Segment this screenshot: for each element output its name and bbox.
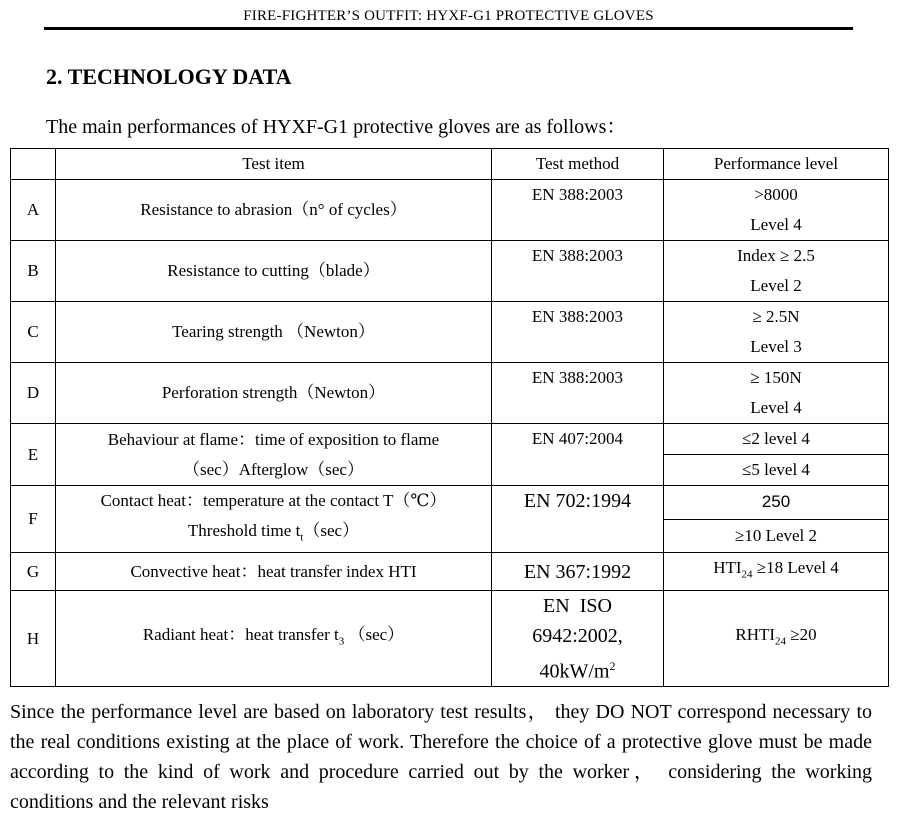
- performance-table: [10, 148, 889, 687]
- level-prefix: RHTI: [735, 625, 776, 645]
- header-rule: [44, 27, 853, 30]
- table-row: [11, 486, 889, 520]
- row-test-method: [492, 590, 664, 687]
- test-item-line-1: Contact heat：temperature at the contact T（℃）: [100, 491, 447, 510]
- subscript: 3: [338, 635, 345, 648]
- table-row: [11, 363, 889, 424]
- section-heading: 2. TECHNOLOGY DATA: [46, 64, 292, 89]
- level-value: >8000: [754, 185, 798, 204]
- level-grade: Level 2: [750, 276, 802, 295]
- row-performance-level: [664, 302, 889, 363]
- level-value: Index ≥ 2.5: [737, 246, 815, 265]
- row-performance-level: [664, 553, 889, 590]
- column-header-code: [11, 149, 56, 180]
- footer-note: Since the performance level are based on laboratory test results， they DO NOT correspond necessary to the real conditions existing at the place of work. Therefore the choice of a protective glove must be made according to the kind of work and procedure carried out by the worker， considering the working conditions and the relevant risks: [10, 701, 872, 813]
- row-performance-level-2: ≤5 level 4: [664, 455, 889, 486]
- row-performance-level: [664, 180, 889, 241]
- running-header: FIRE-FIGHTER’S OUTFIT: HYXF-G1 PROTECTIVE GLOVES: [243, 8, 654, 24]
- test-item-unit: （sec）: [344, 625, 405, 645]
- row-code: D: [11, 363, 56, 424]
- row-test-item: [56, 590, 492, 687]
- row-test-method: EN 367:1992: [492, 553, 664, 590]
- column-header-performance-level: Performance level: [664, 149, 889, 180]
- row-performance-level-1: 250: [664, 486, 889, 520]
- subscript: t: [300, 531, 304, 544]
- level-value: ≥ 2.5N: [752, 307, 800, 326]
- subscript: 24: [741, 568, 753, 581]
- row-performance-level-1: ≤2 level 4: [664, 424, 889, 455]
- method-line-2: 6942:2002,: [532, 624, 623, 647]
- row-code: F: [11, 486, 56, 553]
- row-code: G: [11, 553, 56, 590]
- row-performance-level: [664, 241, 889, 302]
- row-test-item: [56, 486, 492, 553]
- level-grade: Level 4: [750, 215, 802, 234]
- row-test-item: Convective heat：heat transfer index HTI: [56, 553, 492, 590]
- level-grade: Level 3: [750, 337, 802, 356]
- test-item-line-2: （sec）Afterglow（sec）: [183, 459, 364, 479]
- row-test-item: [56, 424, 492, 486]
- table-row: [11, 553, 889, 590]
- table-row: [11, 180, 889, 241]
- method-line-3: [492, 651, 663, 687]
- row-test-item: Resistance to cutting（blade）: [56, 241, 492, 302]
- row-performance-level: [664, 590, 889, 687]
- level-grade: Level 4: [750, 398, 802, 417]
- table-row: [11, 241, 889, 302]
- row-test-method: EN 388:2003: [492, 363, 664, 424]
- row-code: B: [11, 241, 56, 302]
- level-prefix: HTI: [713, 558, 742, 578]
- column-header-test-method: Test method: [492, 149, 664, 180]
- level-value: ≥18 Level 4: [752, 558, 839, 578]
- method-text: 40kW/m: [539, 660, 610, 683]
- superscript: 2: [609, 658, 616, 673]
- subscript: 24: [775, 635, 787, 648]
- row-test-item: Perforation strength（Newton）: [56, 363, 492, 424]
- test-item-text: Radiant heat：heat transfer t: [142, 625, 339, 645]
- row-code: A: [11, 180, 56, 241]
- row-code: E: [11, 424, 56, 486]
- row-test-method: EN 407:2004: [492, 424, 664, 486]
- row-test-method: EN 702:1994: [492, 486, 664, 553]
- row-performance-level: [664, 363, 889, 424]
- row-test-method: EN 388:2003: [492, 302, 664, 363]
- test-item-line-2: [56, 516, 491, 552]
- level-value: ≥20: [786, 625, 817, 645]
- row-test-method: EN 388:2003: [492, 180, 664, 241]
- table-row: [11, 424, 889, 455]
- row-performance-level-2: ≥10 Level 2: [664, 519, 889, 553]
- row-code: C: [11, 302, 56, 363]
- intro-text: The main performances of HYXF-G1 protective gloves are as follows：: [46, 116, 627, 138]
- method-line-1: EN ISO: [543, 594, 612, 617]
- test-item-text: Threshold time t: [187, 521, 301, 540]
- row-test-item: Tearing strength （Newton）: [56, 302, 492, 363]
- table-header-row: [11, 149, 889, 180]
- test-item-unit: （sec）: [303, 521, 360, 540]
- row-code: H: [11, 590, 56, 687]
- row-test-item: Resistance to abrasion（n° of cycles）: [56, 180, 492, 241]
- row-test-method: EN 388:2003: [492, 241, 664, 302]
- level-value: ≥ 150N: [750, 368, 802, 387]
- test-item-line-1: Behaviour at flame：time of exposition to flame: [107, 429, 440, 449]
- table-row: [11, 302, 889, 363]
- table-row: [11, 590, 889, 687]
- column-header-test-item: Test item: [56, 149, 492, 180]
